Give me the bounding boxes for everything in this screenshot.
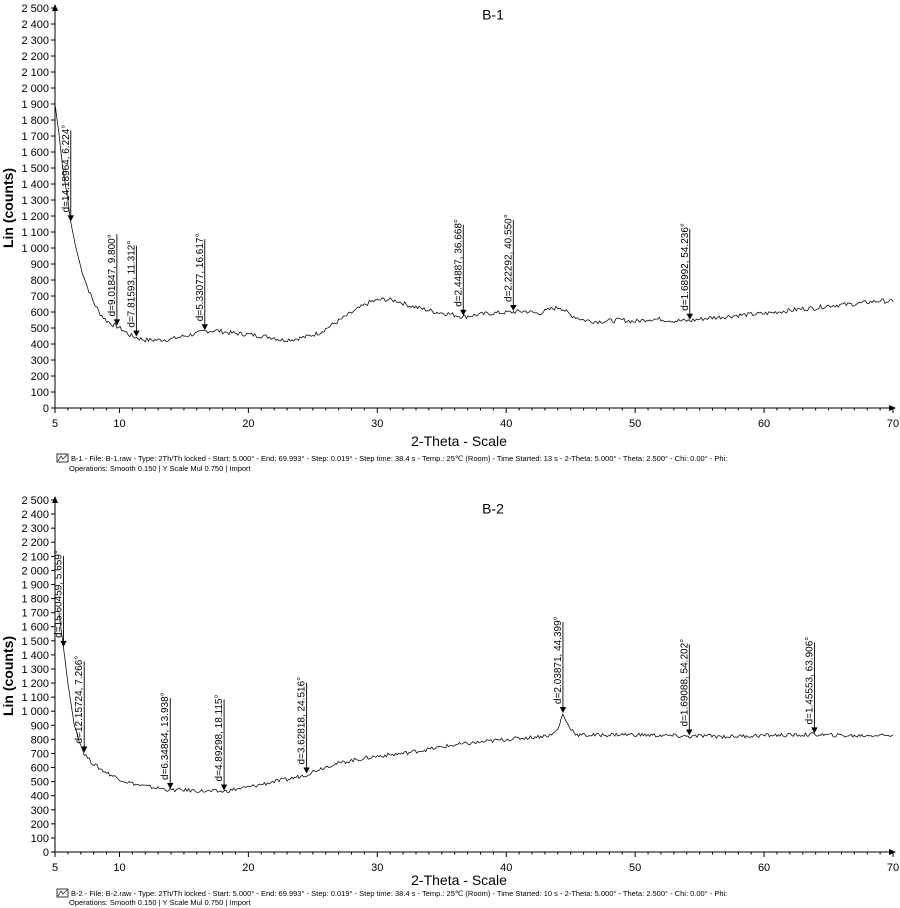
peak-marker-arrow [114,319,120,325]
legend-caption-line1: B-1 - File: B-1.raw - Type: 2Th/Th locked - Start: 5.000° - End: 69.993° - Step: 0.019° - Step time: 38.4 s - Temp.: 25℃ (Room) - Time Started: 13 s - 2-Theta: 5.000° - Theta: 2.500° - Chi: 0.00° - Phi: [71,454,728,463]
y-tick-label: 1 200 [21,678,49,691]
peak-label: d=3.62818, 24.516° [296,676,308,765]
chart-panel-1 [0,3,899,473]
peak-label: d=5.33077, 16.617° [194,233,206,322]
y-tick-label: 400 [30,790,49,803]
y-tick-label: 1 100 [21,227,49,239]
y-axis-title: Lin (counts) [0,167,16,249]
y-tick-label: 0 [42,847,49,859]
y-tick-label: 800 [30,275,49,287]
y-tick-label: 800 [30,734,49,747]
peak-marker-arrow [60,641,66,647]
legend-caption-line2: Operations: Smooth 0.150 | Y Scale Mul 0.750 | Import [69,464,251,473]
legend-pattern-icon [57,889,68,897]
x-tick-label: 20 [242,862,255,874]
y-tick-label: 2 100 [21,551,49,564]
chart-title: B-2 [482,500,504,517]
peak-marker-arrow [686,730,692,736]
y-tick-label: 2 200 [21,51,49,63]
peak-label: d=12.15724, 7.266° [74,655,86,744]
y-tick-label: 100 [30,832,49,845]
peak-marker-arrow [167,783,173,789]
peak-label: d=2.22292, 40.550° [503,214,515,302]
peak-marker-arrow [687,314,693,320]
series-line [59,613,893,793]
x-tick-label: 5 [51,418,59,430]
x-tick-label: 70 [886,418,900,430]
y-tick-label: 300 [30,355,49,367]
y-tick-label: 2 400 [21,509,49,522]
y-tick-label: 1 000 [21,706,49,719]
y-tick-label: 1 000 [21,243,49,255]
y-tick-label: 1 200 [21,211,49,223]
y-tick-label: 2 300 [21,35,49,47]
y-tick-label: 1 900 [21,99,49,111]
y-axis-title: Lin (counts) [0,635,16,717]
x-tick-label: 40 [500,418,513,430]
series-line [55,104,893,342]
peak-label: d=6.34864, 13.938° [160,692,172,781]
y-tick-label: 600 [30,762,49,775]
peak-marker-arrow [81,746,87,752]
peak-marker-arrow [560,707,566,713]
peak-marker-arrow [510,305,516,311]
x-axis-title: 2-Theta - Scale [411,433,507,449]
peak-marker-arrow [68,215,74,221]
peak-label: d=1.69088, 54.202° [679,638,691,727]
y-tick-label: 2 100 [21,67,49,79]
y-tick-label: 500 [30,323,49,335]
y-tick-label: 2 500 [21,3,49,15]
x-tick-label: 30 [371,418,384,430]
peak-label: d=9.01847, 9.800° [106,234,118,317]
peak-label: d=14.18964, 6.224° [60,124,72,213]
peak-marker-arrow [133,331,139,337]
y-tick-label: 1 300 [21,663,49,676]
y-tick-label: 500 [30,776,49,789]
y-tick-label: 200 [30,371,49,383]
y-tick-label: 2 200 [21,537,49,550]
y-tick-label: 2 500 [21,495,49,507]
chart-panel-2 [0,495,899,907]
x-tick-label: 70 [886,862,900,874]
y-tick-label: 1 900 [21,579,49,592]
x-tick-label: 10 [113,418,126,430]
y-tick-label: 600 [30,307,49,319]
y-tick-label: 2 000 [21,83,49,95]
peak-label: d=15.60459, 5.659° [53,550,65,638]
peak-marker-arrow [460,310,466,316]
x-tick-label: 10 [113,862,126,874]
peak-marker-arrow [303,768,309,774]
x-tick-label: 60 [757,418,771,430]
peak-label: d=7.81593, 11.312° [126,240,138,328]
x-tick-label: 30 [371,862,384,874]
y-tick-label: 300 [30,804,49,817]
y-tick-label: 1 800 [21,593,49,606]
y-tick-label: 1 500 [21,635,49,648]
x-tick-label: 40 [500,862,513,874]
peak-label: d=4.89298, 18.115° [214,694,226,782]
y-tick-label: 700 [30,748,49,761]
x-tick-label: 50 [629,862,642,874]
y-tick-label: 200 [30,818,49,831]
y-tick-label: 1 100 [21,692,49,705]
y-tick-label: 400 [30,339,49,351]
peak-label: d=2.44887, 36.668° [453,219,465,307]
y-tick-label: 1 300 [21,195,49,207]
y-tick-label: 900 [30,259,49,271]
peak-label: d=2.03871, 44.399° [552,616,564,705]
peak-label: d=1.68992, 54.236° [679,223,691,311]
chart-title: B-1 [482,6,504,23]
y-tick-label: 1 400 [21,649,49,662]
y-tick-label: 2 400 [21,19,49,31]
legend-pattern-icon [57,454,68,462]
legend-caption-line1: B-2 - File: B-2.raw - Type: 2Th/Th locked - Start: 5.000° - End: 69.993° - Step: 0.019° - Step time: 38.4 s - Temp.: 25℃ (Room) - Time Started: 10 s - 2-Theta: 5.000° - Theta: 2.500° - Chi: 0.00° - Phi: [71,889,728,898]
y-tick-label: 2 300 [21,523,49,536]
y-tick-label: 1 600 [21,621,49,634]
y-tick-label: 900 [30,720,49,733]
x-tick-label: 20 [242,418,255,430]
y-tick-label: 700 [30,291,49,303]
peak-marker-arrow [221,784,227,790]
y-tick-label: 100 [30,387,49,399]
x-tick-label: 5 [51,862,59,874]
peak-marker-arrow [202,324,208,330]
legend-caption-line2: Operations: Smooth 0.150 | Y Scale Mul 0.750 | Import [69,898,251,907]
y-tick-label: 1 600 [21,147,49,159]
y-tick-label: 1 400 [21,179,49,191]
x-axis-title: 2-Theta - Scale [411,872,507,888]
y-tick-label: 1 700 [21,131,49,143]
y-tick-label: 1 800 [21,115,49,127]
peak-label: d=1.45553, 63.906° [804,636,816,725]
x-tick-label: 50 [629,418,642,430]
x-tick-label: 60 [757,862,771,874]
y-tick-label: 2 000 [21,565,49,578]
y-tick-label: 0 [42,403,49,415]
y-tick-label: 1 500 [21,163,49,175]
y-tick-label: 1 700 [21,607,49,620]
